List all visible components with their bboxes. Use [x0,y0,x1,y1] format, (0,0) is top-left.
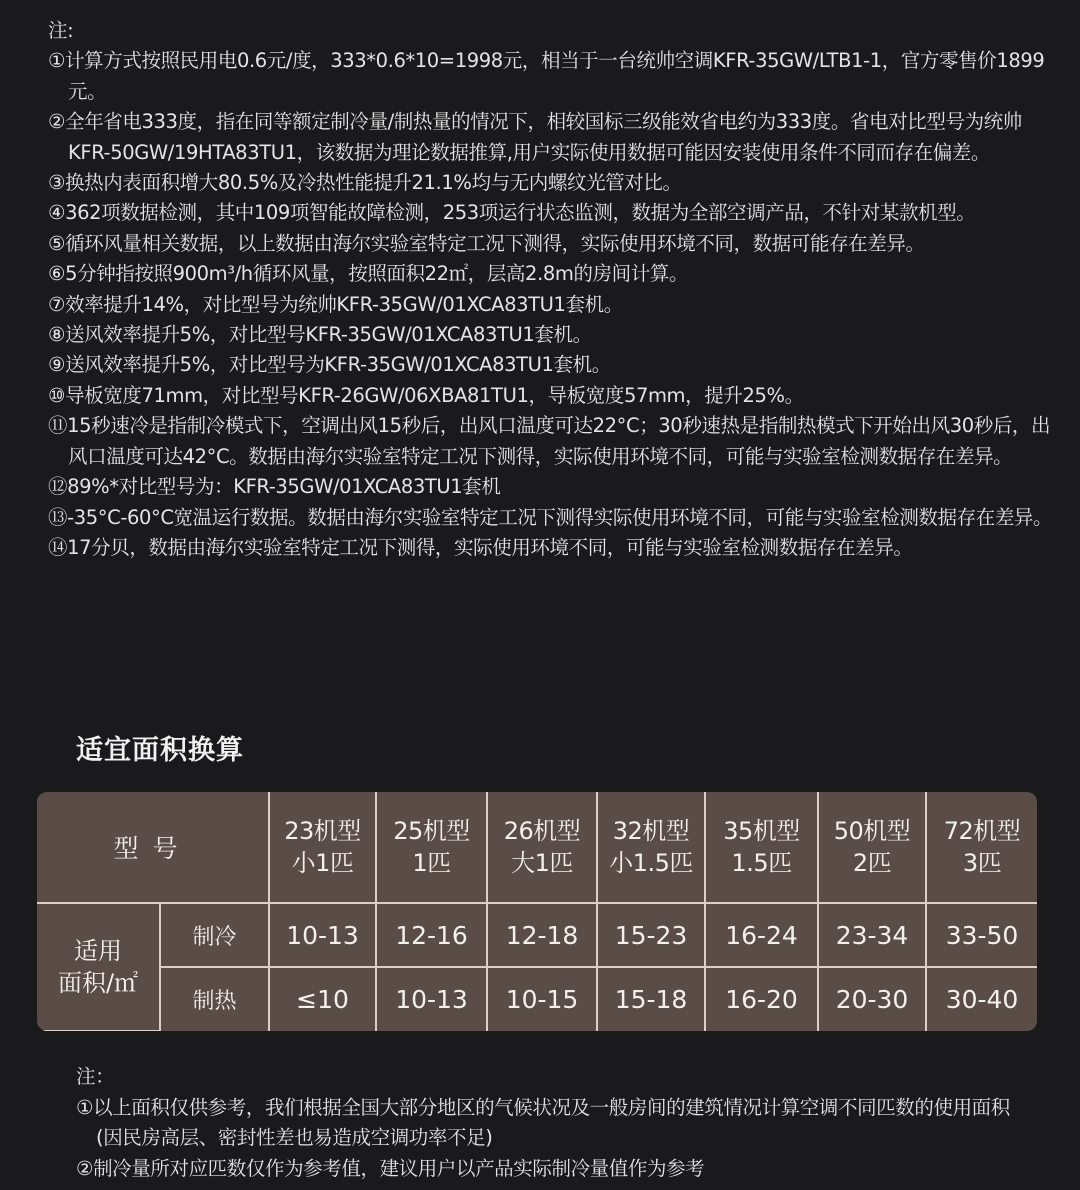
model-name: 25机型 [393,817,470,845]
model-hp: 3匹 [962,849,1002,877]
area-label [37,903,160,1031]
heating-value: 20-30 [818,967,926,1031]
heating-value: 30-40 [926,967,1037,1031]
heating-value: 15-18 [597,967,705,1031]
section-title: 适宜面积换算 [76,735,244,766]
table-row-cooling [37,903,1037,967]
model-hp: 1匹 [412,849,451,877]
model-name: 32机型 [612,817,690,845]
notes-bottom-title: 注： [76,1065,115,1088]
note-item: ⑥5分钟指按照900m³/h循环风量，按照面积22㎡，层高2.8m的房间计算。 [48,262,689,286]
note-item: ⑬-35°C-60°C宽温运行数据。数据由海尔实验室特定工况下测得实际使用环境不同，可能与实验室检测数据存在差异。 [48,505,1053,529]
model-header: 型号 [37,792,269,903]
cooling-value: 33-50 [926,903,1037,967]
area-label-line2: 面积/㎡ [57,969,139,997]
model-header-cell [487,792,597,903]
note-item: ③换热内表面积增大80.5%及冷热性能提升21.1%均与无内螺纹光管对比。 [48,171,682,195]
note-item: ⑫89%*对比型号为：KFR-35GW/01XCA83TU1套机 [48,475,501,499]
model-hp: 1.5匹 [731,849,792,877]
model-name: 35机型 [723,817,800,845]
model-hp: 2匹 [852,849,892,877]
note-item: ④362项数据检测，其中109项智能故障检测，253项运行状态监测，数据为全部空调产品，不针对某款机型。 [48,201,976,225]
notes-top [48,16,1058,563]
heating-value: ≤10 [269,967,376,1031]
note-item: ⑭17分贝，数据由海尔实验室特定工况下测得，实际使用环境不同，可能与实验室检测数据存在差异。 [48,535,913,559]
note-item: ②全年省电333度，指在同等额定制冷量/制热量的情况下，相较国标三级能效省电约为333度。省电对比型号为统帅KFR-50GW/19HTA83TU1，该数据为理论数据推算,用户实际使用数据可能因安装使用条件不同而存在偏差。 [48,110,1022,164]
model-header-cell [597,792,705,903]
model-hp: 大1匹 [511,849,573,877]
model-header-cell [818,792,926,903]
note-item: ⑧送风效率提升5%，对比型号KFR-35GW/01XCA83TU1套机。 [48,323,592,347]
note-item: ①计算方式按照民用电0.6元/度，333*0.6*10=1998元，相当于一台统帅空调KFR-35GW/LTB1-1，官方零售价1899元。 [48,49,1045,103]
heating-value: 16-20 [705,967,818,1031]
model-name: 23机型 [284,817,361,845]
cooling-value: 16-24 [705,903,818,967]
cooling-value: 12-16 [376,903,487,967]
note-item: ①以上面积仅供参考，我们根据全国大部分地区的气候状况及一般房间的建筑情况计算空调不同匹数的使用面积(因民房高层、密封性差也易造成空调功率不足) [76,1095,1010,1149]
note-item: ⑩导板宽度71mm，对比型号KFR-26GW/06XBA81TU1，导板宽度57mm，提升25%。 [48,383,804,407]
table-row-heating [37,967,1037,1031]
heating-value: 10-15 [487,967,597,1031]
model-header-cell [705,792,818,903]
cooling-value: 23-34 [818,903,926,967]
note-item: ⑦效率提升14%，对比型号为统帅KFR-35GW/01XCA83TU1套机。 [48,292,623,316]
model-hp: 小1.5匹 [609,849,693,877]
note-item: ⑪15秒速冷是指制冷模式下，空调出风15秒后，出风口温度可达22°C；30秒速热是指制热模式下开始出风30秒后，出风口温度可达42°C。数据由海尔实验室特定工况下测得，实际使用环境不同，可能与实验室检测数据存在差异。 [48,414,1051,468]
model-header-cell [926,792,1037,903]
model-header-cell [269,792,376,903]
note-item: ⑨送风效率提升5%，对比型号为KFR-35GW/01XCA83TU1套机。 [48,353,611,377]
cooling-value: 12-18 [487,903,597,967]
note-item: ②制冷量所对应匹数仅作为参考值，建议用户以产品实际制冷量值作为参考 [76,1156,705,1180]
heating-label: 制热 [160,967,269,1031]
model-name: 26机型 [503,817,581,845]
model-name: 72机型 [943,817,1021,845]
model-hp: 小1匹 [291,849,354,877]
notes-title: 注: [48,19,74,42]
notes-bottom [76,1062,1036,1184]
area-table [37,792,1037,1031]
model-header-cell [376,792,487,903]
heating-value: 10-13 [376,967,487,1031]
area-label-line1: 适用 [74,937,122,965]
note-item: ⑤循环风量相关数据，以上数据由海尔实验室特定工况下测得，实际使用环境不同，数据可能存在差异。 [48,231,925,255]
table-header-row [37,792,1037,903]
model-name: 50机型 [833,817,911,845]
cooling-value: 10-13 [269,903,376,967]
cooling-value: 15-23 [597,903,705,967]
cooling-label: 制冷 [160,903,269,967]
